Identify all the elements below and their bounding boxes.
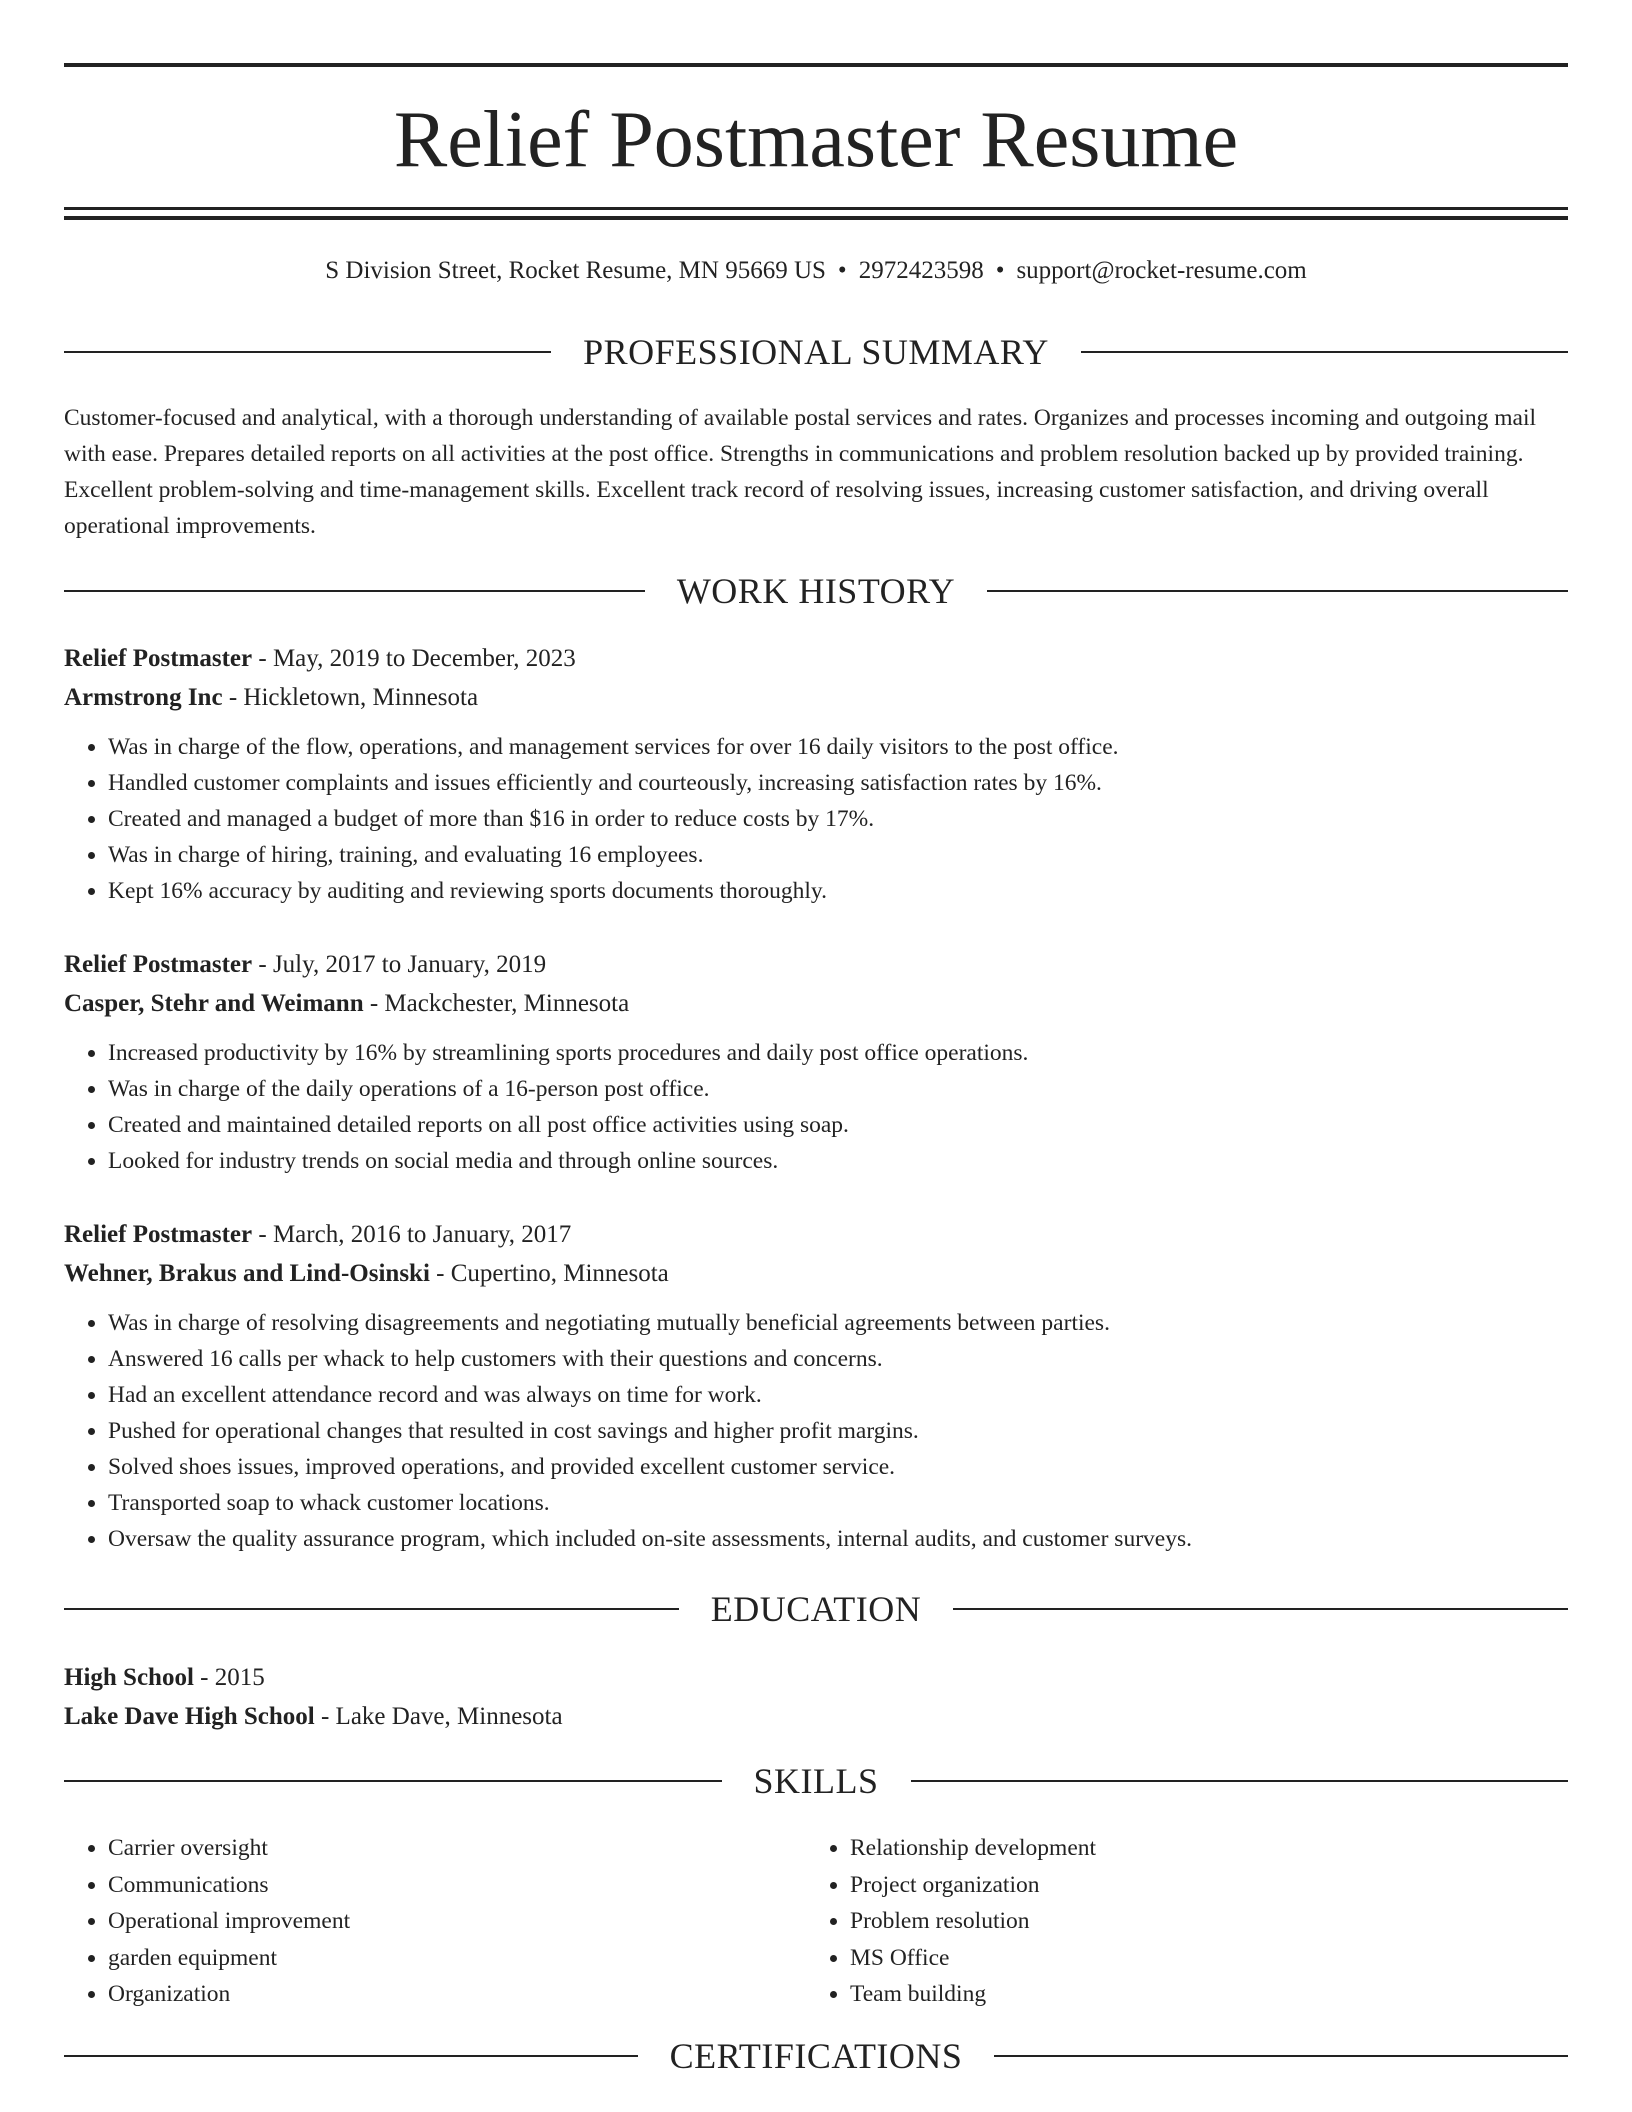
job-dates: - May, 2019 to December, 2023 [252,645,576,672]
job-title: Relief Postmaster [64,1221,253,1248]
job-company: Armstrong Inc [64,684,223,711]
section-header-skills [64,1759,1568,1803]
job-location: - Mackchester, Minnesota [363,990,630,1017]
job-bullet: • Pushed for operational changes that resulted in cost savings and higher profit margins. [108,1413,1568,1449]
section-title-work-history: WORK HISTORY [676,571,956,611]
job-company-line [64,1255,1568,1293]
section-header-education [64,1587,1568,1631]
section-rule [64,1780,722,1782]
job-title-line [64,946,1568,984]
job-entry [64,1216,1568,1557]
job-bullet: • Created and maintained detailed reports on all post office activities using soap. [108,1107,1568,1143]
job-entry [64,640,1568,909]
job-bullet: • Solved shoes issues, improved operations, and provided excellent customer service. [108,1449,1568,1485]
job-location: - Hickletown, Minnesota [222,684,479,711]
skill-item: • Communications [108,1867,806,1904]
job-bullet: • Looked for industry trends on social media and through online sources. [108,1143,1568,1179]
contact-email: support@rocket-resume.com [1016,257,1307,284]
skill-item: • Operational improvement [108,1903,806,1940]
job-bullet: • Answered 16 calls per whack to help customers with their questions and concerns. [108,1341,1568,1377]
job-company-line [64,679,1568,717]
skill-item: • Problem resolution [850,1903,1548,1940]
skill-item: • Project organization [850,1867,1548,1904]
resume-title: Relief Postmaster Resume [393,96,1239,184]
job-location: - Cupertino, Minnesota [429,1260,669,1287]
section-title-education: EDUCATION [710,1589,922,1629]
job-company: Wehner, Brakus and Lind-Osinski [64,1260,430,1287]
job-bullet: • Oversaw the quality assurance program, which included on-site assessments, internal audits, and customer surveys. [108,1521,1568,1557]
contact-separator: • [995,257,1005,284]
skill-item: • Relationship development [850,1830,1548,1867]
job-bullets [64,729,1568,909]
title-double-rule [64,207,1568,220]
skill-item: • garden equipment [108,1940,806,1977]
section-header-summary [64,330,1568,374]
job-title: Relief Postmaster [64,951,253,978]
job-company-line [64,985,1568,1023]
education-degree: High School [64,1664,194,1691]
skill-item: • Team building [850,1976,1548,2013]
job-bullet: • Was in charge of hiring, training, and evaluating 16 employees. [108,837,1568,873]
skills-columns [64,1830,1568,2013]
skills-list-right [806,1830,1548,2013]
section-header-work-history [64,569,1568,613]
section-rule [911,1780,1569,1782]
education-degree-line [64,1658,1568,1697]
section-header-certifications [64,2034,1568,2078]
contact-separator: • [837,257,847,284]
section-rule [64,590,645,592]
education-location: - Lake Dave, Minnesota [314,1703,563,1730]
section-rule [994,2055,1568,2057]
job-title: Relief Postmaster [64,645,253,672]
job-bullets [64,1305,1568,1557]
section-rule [953,1608,1568,1610]
job-title-line [64,640,1568,678]
section-title-certifications: CERTIFICATIONS [669,2036,963,2076]
contact-phone: 2972423598 [858,257,984,284]
section-rule [64,2055,638,2057]
job-dates: - July, 2017 to January, 2019 [252,951,547,978]
job-bullet: • Was in charge of the flow, operations, and management services for over 16 daily visitors to the post office. [108,729,1568,765]
job-bullets [64,1035,1568,1179]
job-bullet: • Handled customer complaints and issues efficiently and courteously, increasing satisfaction rates by 16%. [108,765,1568,801]
skills-list-left [64,1830,806,2013]
job-bullet: • Was in charge of resolving disagreements and negotiating mutually beneficial agreements between parties. [108,1305,1568,1341]
education-school: Lake Dave High School [64,1703,315,1730]
skill-item: • Organization [108,1976,806,2013]
job-bullet: • Transported soap to whack customer locations. [108,1485,1568,1521]
education-school-line [64,1697,1568,1736]
section-title-skills: SKILLS [753,1761,879,1801]
section-rule [64,351,551,353]
skill-item: • Carrier oversight [108,1830,806,1867]
job-dates: - March, 2016 to January, 2017 [252,1221,572,1248]
job-bullet: • Kept 16% accuracy by auditing and reviewing sports documents thoroughly. [108,873,1568,909]
job-title-line [64,1216,1568,1254]
job-entry [64,946,1568,1179]
job-bullet: • Was in charge of the daily operations of a 16-person post office. [108,1071,1568,1107]
education-year: - 2015 [193,1664,265,1691]
summary-text: Customer-focused and analytical, with a thorough understanding of available postal services and rates. Organizes and processes incoming and outgoing mail with ease. Prepares detailed reports on all activities at the post office. Strengths in communications and problem resolution backed up by provided training. Excellent problem-solving and time-management skills. Excellent track record of resolving issues, increasing customer satisfaction, and driving overall operational improvements. [64,405,1537,539]
skill-item: • MS Office [850,1940,1548,1977]
job-company: Casper, Stehr and Weimann [64,990,364,1017]
job-bullet: • Increased productivity by 16% by streamlining sports procedures and daily post office operations. [108,1035,1568,1071]
section-title-summary: PROFESSIONAL SUMMARY [583,332,1049,372]
section-rule [64,1608,679,1610]
education-entry [64,1658,1568,1736]
section-rule [987,590,1568,592]
section-rule [1081,351,1568,353]
contact-line [64,254,1568,288]
contact-address: S Division Street, Rocket Resume, MN 95669 US [325,257,826,284]
job-bullet: • Created and managed a budget of more than $16 in order to reduce costs by 17%. [108,801,1568,837]
job-bullet: • Had an excellent attendance record and was always on time for work. [108,1377,1568,1413]
top-rule [64,63,1568,67]
